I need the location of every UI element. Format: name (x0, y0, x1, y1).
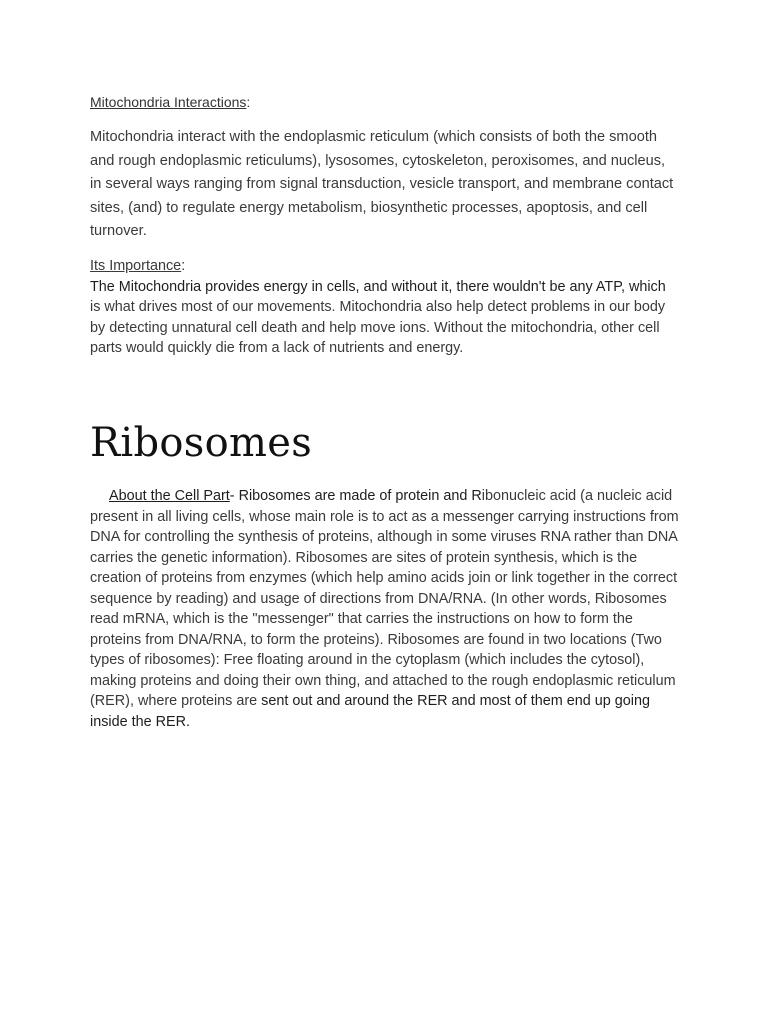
ribosomes-lead-text: - Ribosomes are made of protein and R (229, 488, 482, 504)
ribosomes-paragraph (90, 486, 682, 732)
importance-lead-text: The Mitochondria provides energy in cells, and without it, there wouldn't be any ATP, which (90, 278, 666, 295)
ribosomes-body-text: ibonucleic acid (a nucleic acid present in all living cells, whose main role is to act as a messenger carrying instructions from DNA for controlling the synthesis of proteins, although in some viruses RNA rather than DNA carries the genetic information). Ribosomes are sites of protein synthesis, which is the creation of proteins from enzymes (which help amino acids join or link together in the correct sequence by reading) and usage of directions from DNA/RNA. (In other words, Ribosomes read mRNA, which is the "messenger" that carries the instructions on how to form the proteins from DNA/RNA, to form the proteins). Ribosomes are found in two locations (Two types of ribosomes): Free floating around in the cytoplasm (which includes the cytosol), making proteins and doing their own thing, and attached to the rough endoplasmic reticulum (RER), where proteins are (90, 488, 679, 709)
importance-paragraph (90, 277, 680, 359)
importance-heading (90, 256, 680, 277)
ribosomes-title: Ribosomes (90, 420, 313, 466)
ribosomes-tail-text: sent out and around the RER and most of them end up going inside the RER. (90, 693, 650, 730)
mitochondria-interactions-label: Mitochondria Interactions (90, 94, 247, 110)
importance-label: Its Importance (90, 258, 182, 274)
mitochondria-interactions-heading (90, 94, 680, 110)
mitochondria-interactions-paragraph: Mitochondria interact with the endoplasmic reticulum (which consists of both the smooth and rough endoplasmic reticulums), lysosomes, cytoskeleton, peroxisomes, and nucleus, in several ways ranging from signal transduction, vesicle transport, and membrane contact sites, (and) to regulate energy metabolism, biosynthetic processes, apoptosis, and cell turnover. (90, 129, 674, 239)
importance-section (90, 256, 680, 359)
importance-rest-text: is what drives most of our movements. Mitochondria also help detect problems in our body by detecting unnatural cell death and help move ions. Without the mitochondria, other cell parts would quickly die from a lack of nutrients and energy. (90, 299, 666, 356)
heading-colon: : (246, 94, 251, 110)
about-cell-part-label: About the Cell Part (109, 488, 230, 504)
heading-colon: : (181, 258, 186, 274)
